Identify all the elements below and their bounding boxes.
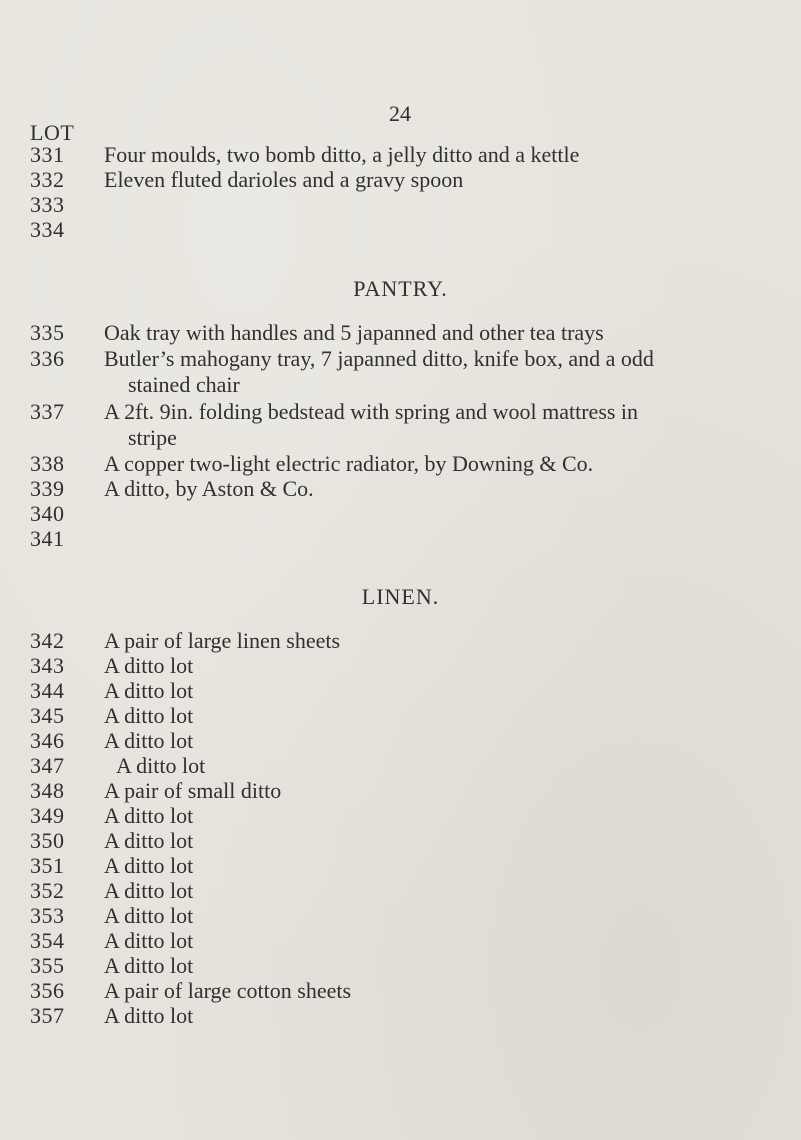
lot-number: 348 [30, 778, 65, 803]
lot-number: 334 [30, 217, 65, 242]
lot-description: A ditto lot [104, 928, 194, 953]
lot-description: A ditto lot [104, 653, 194, 678]
lot-description: A ditto lot [104, 803, 194, 828]
lot-number: 331 [30, 142, 65, 167]
lot-number: 352 [30, 878, 65, 903]
section-heading-linen: LINEN. [361, 584, 440, 609]
lot-number: 355 [30, 953, 65, 978]
lot-description: A ditto lot [104, 853, 194, 878]
lot-number: 341 [30, 526, 65, 551]
lot-description: A copper two-light electric radiator, by Downing & Co. [104, 451, 594, 476]
lot-number: 357 [30, 1003, 65, 1028]
lot-description: A ditto lot [104, 728, 194, 753]
lot-description: A ditto lot [104, 1003, 194, 1028]
lot-number: 346 [30, 728, 65, 753]
section-heading-pantry: PANTRY. [353, 276, 448, 301]
lot-description: A ditto lot [104, 878, 194, 903]
lot-number: 351 [30, 853, 65, 878]
lot-number: 333 [30, 192, 65, 217]
lot-number: 339 [30, 476, 65, 501]
lot-number: 335 [30, 320, 65, 345]
lot-description: A pair of small ditto [104, 778, 282, 803]
lot-number: 354 [30, 928, 65, 953]
lot-description: A ditto lot [104, 953, 194, 978]
lot-number: 349 [30, 803, 65, 828]
lot-description-line-1: A 2ft. 9in. folding bedstead with spring and wool mattress in [104, 399, 639, 424]
lot-description: Oak tray with handles and 5 japanned and other tea trays [104, 320, 604, 345]
lot-number: 347 [30, 753, 65, 778]
lot-description-line-1: Butler’s mahogany tray, 7 japanned ditto, knife box, and a odd [104, 346, 654, 371]
lot-description: Four moulds, two bomb ditto, a jelly ditto and a kettle [104, 142, 580, 167]
lot-column-header: LOT [30, 120, 75, 145]
lot-number: 345 [30, 703, 65, 728]
lot-number: 336 [30, 346, 65, 371]
lot-description: A ditto lot [104, 703, 194, 728]
lot-number: 344 [30, 678, 65, 703]
lot-number: 342 [30, 628, 65, 653]
lot-description: A pair of large cotton sheets [104, 978, 352, 1003]
page-number: 24 [389, 101, 411, 126]
lot-number: 338 [30, 451, 65, 476]
lot-number: 340 [30, 501, 65, 526]
lot-number: 343 [30, 653, 65, 678]
lot-description [104, 399, 774, 451]
lot-description: A ditto, by Aston & Co. [104, 476, 314, 501]
lot-description: A pair of large linen sheets [104, 628, 341, 653]
lot-description: A ditto lot [104, 903, 194, 928]
lot-number: 356 [30, 978, 65, 1003]
lot-number: 350 [30, 828, 65, 853]
lot-description: A ditto lot [104, 828, 194, 853]
lot-description [104, 346, 774, 398]
lot-description: A ditto lot [104, 678, 194, 703]
lot-number: 332 [30, 167, 65, 192]
lot-number: 337 [30, 399, 65, 424]
lot-number: 353 [30, 903, 65, 928]
lot-description: A ditto lot [116, 753, 206, 778]
lot-description: Eleven fluted darioles and a gravy spoon [104, 167, 464, 192]
lot-description-line-2: stripe [128, 425, 177, 450]
lot-description-line-2: stained chair [128, 372, 240, 397]
